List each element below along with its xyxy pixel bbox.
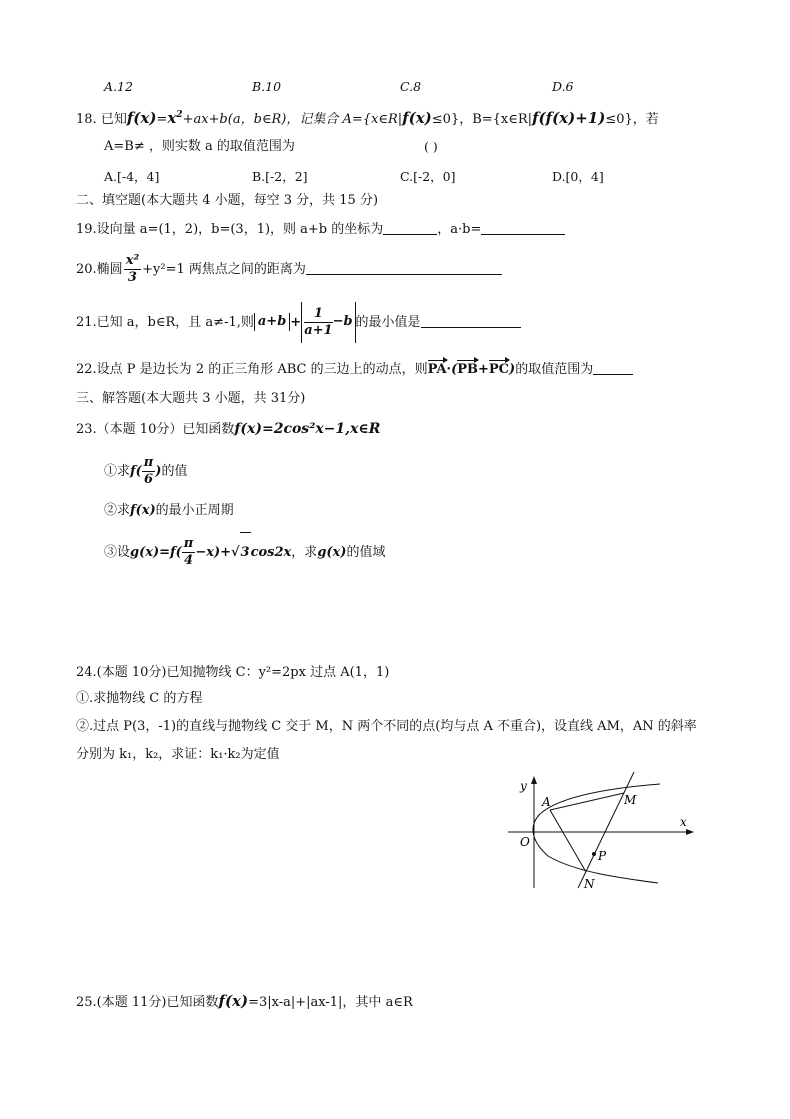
q23-part-2-f: f(x) [130,503,156,518]
q18-text-3: +ax+b(a，b∈R)，记集合 A={x∈R| [182,112,403,127]
q18-option-c: C.[-2，0] [400,169,456,184]
q22-vector-pa: PA [427,362,447,377]
x-axis-arrow-icon [686,829,694,835]
q23-part-2-label: ②求 [104,503,131,518]
line-an [550,810,586,872]
q19 [76,220,565,239]
q21-plus: + [290,314,302,330]
q20-fraction: $\frac{\text{x²}}{3}$ [125,253,140,285]
label-x: x [680,815,687,829]
point-p [592,852,596,856]
q18-option-b: B.[-2，2] [252,169,308,184]
q17-option-d: D.6 [552,79,574,94]
label-m: M [624,793,637,807]
q18-text-4: ≤0}，B={x∈R| [431,112,533,127]
q23-part-3-mid: −x)+ [195,545,231,560]
q23-part-3-g: g(x)=f( [130,545,182,560]
section-2-heading: 二、填空题(本大题共 4 小题，每空 3 分，共 15 分) [76,193,379,208]
q23-formula: f(x)=2cos²x−1,x∈R [234,421,381,437]
parabola-figure [500,770,700,892]
q18-text-5: ≤0}，若 [605,112,659,127]
q22-text-2: 的取值范围为 [515,362,594,377]
q23-part-3: ③设g(x)=f( $\frac{\pi}{4}$ −x)+√3cos2x，求g(x)的值域 [104,532,385,572]
q19-blank-1[interactable] [383,220,437,235]
q23-part-3-cos: cos2x [250,545,292,560]
q23-part-3-text-2: 的值域 [346,545,386,560]
q18-option-a: A.[-4，4] [104,169,160,184]
q23-part-3-text-1: ，求 [291,545,318,560]
q24-line-4: 分别为 k₁，k₂，求证：k₁·k₂为定值 [76,747,280,762]
q17-option-c: C.8 [400,79,422,94]
q24-line-1: 24.(本题 10分)已知抛物线 C：y²=2px 过点 A(1，1) [76,665,390,680]
q18-line-2 [104,138,295,156]
q22 [76,360,633,379]
q18-fx-1: f(x) [126,109,157,127]
q19-text-2: ，a·b= [437,222,482,237]
q21-text-1: 21.已知 a，b∈R，且 a≠-1,则 [76,314,254,330]
q22-vector-pb: PB [457,362,478,377]
q20-text-2: +y²=1 两焦点之间的距离为 [142,262,306,277]
q19-blank-2[interactable] [481,220,565,235]
q24-line-3: ②.过点 P(3，-1)的直线与抛物线 C 交于 M，N 两个不同的点(均与点 A 不重合)，设直线 AM，AN 的斜率 [76,719,697,734]
q22-vector-pc: PC [488,362,510,377]
label-n: N [584,877,595,891]
q18-x2: $x^2$ [167,109,183,127]
q18-answer-paren: ( ) [424,139,438,154]
q22-mid: ·( [446,362,458,377]
q23-part-1-label: ①求 [104,464,131,479]
q23-part-3-sqrt: 3 [240,532,251,573]
q17-option-a: A.12 [104,79,133,94]
q18-eq: = [156,112,168,127]
q24-line-2: ①.求抛物线 C 的方程 [76,691,203,706]
q22-plus: + [478,362,489,377]
q23-part-1-text: 的值 [161,464,188,479]
q20 [76,252,502,288]
q25-text-2: =3|x-a|+|ax-1|，其中 a∈R [248,995,413,1010]
q23-part-1-close: ) [155,464,162,479]
y-axis-arrow-icon [531,776,537,784]
label-a: A [542,795,551,809]
label-o: O [520,835,530,849]
q22-text-1: 22.设点 P 是边长为 2 的正三角形 ABC 的三边上的动点，则 [76,362,428,377]
q18-number: 18. [76,112,97,127]
q18-line-2-text: A=B≠ ，则实数 a 的取值范围为 [104,139,295,154]
q21-text-2: 的最小值是 [355,314,421,330]
q25-text-1: 25.(本题 11分)已知函数 [76,995,219,1010]
label-y: y [520,779,527,793]
q22-blank[interactable] [593,360,633,375]
q22-close: ) [509,362,516,377]
q18-text-1: 已知 [100,112,127,127]
q23-part-3-label: ③设 [104,545,131,560]
line-mn [578,772,634,888]
q18-line-1 [76,106,659,129]
q23-part-3-gx: g(x) [317,545,347,560]
q23-part-2 [104,502,234,520]
q25-fx: f(x) [218,992,249,1010]
q23-part-1-f: f( [130,464,142,479]
q23-text-1: 23.（本题 10分）已知函数 [76,422,235,437]
q21-abs-1: a+b [254,313,290,331]
q18-ffx: f(f(x)+1) [532,109,606,127]
q18-fx-2: f(x) [402,109,432,127]
q23-part-2-text: 的最小正周期 [155,503,234,518]
q23-stem [76,420,380,439]
q18-option-d: D.[0，4] [552,169,604,184]
q20-blank[interactable] [306,260,502,275]
q17-option-b: B.10 [252,79,282,94]
q23-part-1: ①求f( $\frac{\pi}{6}$ )的值 [104,455,188,487]
q25 [76,992,413,1012]
q20-text-1: 20.椭圆 [76,262,123,277]
q21 [76,302,521,342]
q21-blank[interactable] [421,313,521,328]
section-3-heading: 三、解答题(本大题共 3 小题，共 31分) [76,391,306,406]
q19-text-1: 19.设向量 a=(1，2)，b=(3，1)，则 a+b 的坐标为 [76,222,384,237]
q21-abs-2: $\frac{1}{a+1}$ −b [301,302,355,343]
label-p: P [598,849,607,863]
